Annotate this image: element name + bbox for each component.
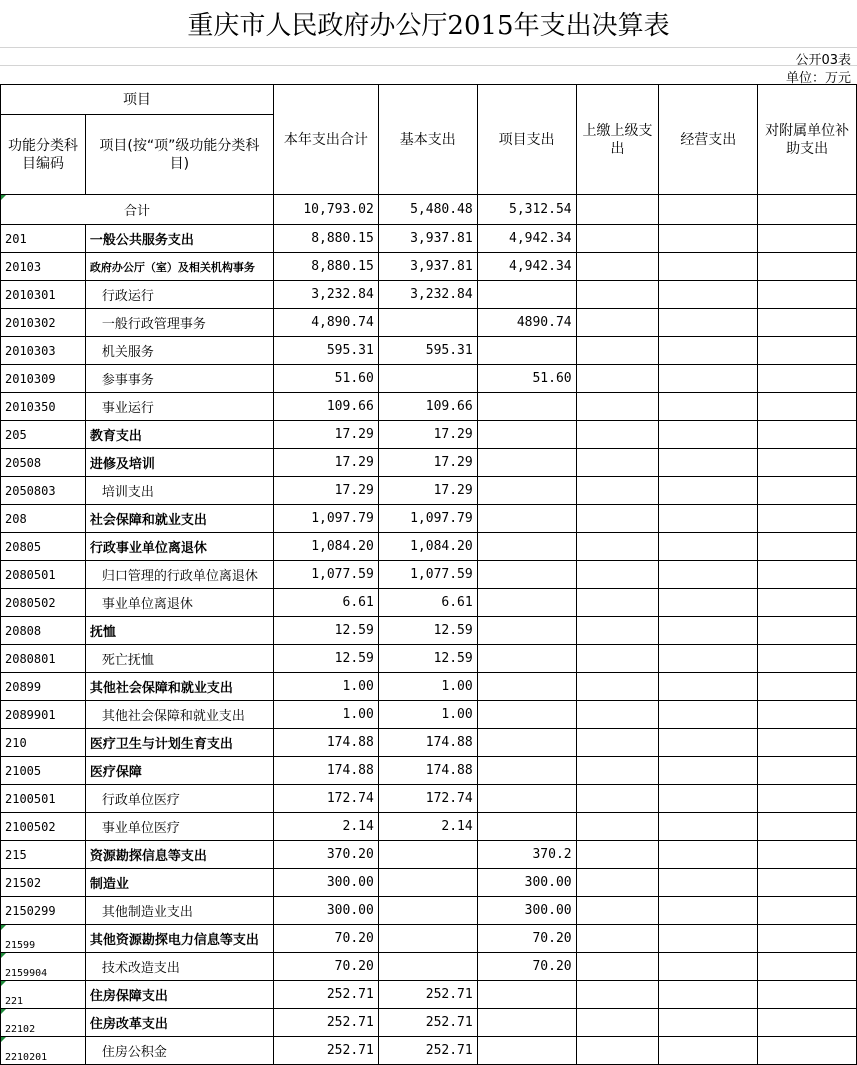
row-business bbox=[659, 785, 758, 813]
table-row bbox=[1, 309, 857, 337]
row-total: 8,880.15 bbox=[273, 253, 378, 281]
row-subsidy bbox=[758, 449, 857, 477]
row-name: 教育支出 bbox=[85, 421, 273, 449]
row-business bbox=[659, 561, 758, 589]
row-total: 252.71 bbox=[273, 981, 378, 1009]
row-business bbox=[659, 477, 758, 505]
row-upper bbox=[576, 701, 659, 729]
row-business bbox=[659, 729, 758, 757]
row-code: 2010350 bbox=[1, 393, 86, 421]
total-upper bbox=[576, 195, 659, 225]
row-basic: 252.71 bbox=[378, 1009, 477, 1037]
row-basic bbox=[378, 925, 477, 953]
row-total: 6.61 bbox=[273, 589, 378, 617]
row-business bbox=[659, 953, 758, 981]
row-business bbox=[659, 589, 758, 617]
row-total: 12.59 bbox=[273, 645, 378, 673]
total-business bbox=[659, 195, 758, 225]
row-subsidy bbox=[758, 841, 857, 869]
row-basic bbox=[378, 869, 477, 897]
row-business bbox=[659, 813, 758, 841]
row-name: 政府办公厅（室）及相关机构事务 bbox=[85, 253, 273, 281]
row-name: 医疗保障 bbox=[85, 757, 273, 785]
row-business bbox=[659, 757, 758, 785]
row-basic: 174.88 bbox=[378, 757, 477, 785]
row-upper bbox=[576, 813, 659, 841]
row-project bbox=[477, 1037, 576, 1065]
row-project bbox=[477, 701, 576, 729]
row-total: 70.20 bbox=[273, 925, 378, 953]
table-row bbox=[1, 281, 857, 309]
row-upper bbox=[576, 253, 659, 281]
table-row bbox=[1, 561, 857, 589]
row-total: 51.60 bbox=[273, 365, 378, 393]
row-subsidy bbox=[758, 561, 857, 589]
row-upper bbox=[576, 1037, 659, 1065]
header-project: 项目支出 bbox=[477, 85, 576, 195]
header-group: 项目 bbox=[1, 85, 274, 115]
row-total: 109.66 bbox=[273, 393, 378, 421]
unit-label: 单位：万元 bbox=[785, 71, 851, 86]
expenditure-table bbox=[0, 84, 857, 1065]
row-basic: 252.71 bbox=[378, 981, 477, 1009]
row-code: 221 bbox=[1, 981, 86, 1009]
row-upper bbox=[576, 225, 659, 253]
row-name: 机关服务 bbox=[85, 337, 273, 365]
row-subsidy bbox=[758, 337, 857, 365]
row-total: 252.71 bbox=[273, 1009, 378, 1037]
row-total: 1,077.59 bbox=[273, 561, 378, 589]
row-upper bbox=[576, 337, 659, 365]
row-business bbox=[659, 337, 758, 365]
form-number: 公开03表 bbox=[795, 53, 851, 68]
row-code: 20899 bbox=[1, 673, 86, 701]
row-total: 300.00 bbox=[273, 869, 378, 897]
row-basic: 12.59 bbox=[378, 617, 477, 645]
row-business bbox=[659, 225, 758, 253]
header-business: 经营支出 bbox=[659, 85, 758, 195]
table-row bbox=[1, 841, 857, 869]
row-subsidy bbox=[758, 981, 857, 1009]
header-basic: 基本支出 bbox=[378, 85, 477, 195]
row-subsidy bbox=[758, 253, 857, 281]
row-basic: 252.71 bbox=[378, 1037, 477, 1065]
row-subsidy bbox=[758, 701, 857, 729]
row-project bbox=[477, 561, 576, 589]
row-basic: 1.00 bbox=[378, 701, 477, 729]
row-subsidy bbox=[758, 729, 857, 757]
row-name: 住房保障支出 bbox=[85, 981, 273, 1009]
table-row bbox=[1, 449, 857, 477]
total-project: 5,312.54 bbox=[477, 195, 576, 225]
row-code: 201 bbox=[1, 225, 86, 253]
table-row bbox=[1, 365, 857, 393]
row-business bbox=[659, 1037, 758, 1065]
row-name: 事业单位医疗 bbox=[85, 813, 273, 841]
row-business bbox=[659, 505, 758, 533]
row-project: 300.00 bbox=[477, 869, 576, 897]
table-row bbox=[1, 225, 857, 253]
page-title: 重庆市人民政府办公厅2015年支出决算表 bbox=[187, 11, 670, 41]
table-row bbox=[1, 813, 857, 841]
row-upper bbox=[576, 925, 659, 953]
row-total: 70.20 bbox=[273, 953, 378, 981]
table-row bbox=[1, 533, 857, 561]
row-business bbox=[659, 701, 758, 729]
row-total: 12.59 bbox=[273, 617, 378, 645]
row-name: 归口管理的行政单位离退休 bbox=[85, 561, 273, 589]
row-code: 2210201 bbox=[1, 1037, 86, 1065]
row-project bbox=[477, 785, 576, 813]
table-row bbox=[1, 869, 857, 897]
row-name: 死亡抚恤 bbox=[85, 645, 273, 673]
row-subsidy bbox=[758, 225, 857, 253]
table-row bbox=[1, 421, 857, 449]
row-code: 20808 bbox=[1, 617, 86, 645]
row-name: 培训支出 bbox=[85, 477, 273, 505]
row-subsidy bbox=[758, 309, 857, 337]
row-code: 21005 bbox=[1, 757, 86, 785]
row-business bbox=[659, 869, 758, 897]
row-upper bbox=[576, 281, 659, 309]
row-total: 252.71 bbox=[273, 1037, 378, 1065]
row-business bbox=[659, 925, 758, 953]
row-project: 70.20 bbox=[477, 925, 576, 953]
row-subsidy bbox=[758, 869, 857, 897]
row-basic: 172.74 bbox=[378, 785, 477, 813]
row-name: 医疗卫生与计划生育支出 bbox=[85, 729, 273, 757]
row-subsidy bbox=[758, 393, 857, 421]
row-upper bbox=[576, 729, 659, 757]
row-upper bbox=[576, 561, 659, 589]
row-project bbox=[477, 673, 576, 701]
total-basic: 5,480.48 bbox=[378, 195, 477, 225]
row-basic: 1.00 bbox=[378, 673, 477, 701]
row-business bbox=[659, 673, 758, 701]
row-total: 1.00 bbox=[273, 673, 378, 701]
row-subsidy bbox=[758, 785, 857, 813]
row-business bbox=[659, 617, 758, 645]
row-code: 2100501 bbox=[1, 785, 86, 813]
row-basic: 109.66 bbox=[378, 393, 477, 421]
row-upper bbox=[576, 449, 659, 477]
row-upper bbox=[576, 897, 659, 925]
row-upper bbox=[576, 869, 659, 897]
table-row bbox=[1, 785, 857, 813]
row-business bbox=[659, 365, 758, 393]
row-project bbox=[477, 1009, 576, 1037]
table-row bbox=[1, 1009, 857, 1037]
row-project bbox=[477, 617, 576, 645]
total-sum: 10,793.02 bbox=[273, 195, 378, 225]
row-upper bbox=[576, 953, 659, 981]
row-upper bbox=[576, 477, 659, 505]
row-code: 215 bbox=[1, 841, 86, 869]
row-project: 51.60 bbox=[477, 365, 576, 393]
row-upper bbox=[576, 645, 659, 673]
row-project bbox=[477, 477, 576, 505]
row-subsidy bbox=[758, 1037, 857, 1065]
header-subsidy: 对附属单位补助支出 bbox=[758, 85, 857, 195]
row-code: 2050803 bbox=[1, 477, 86, 505]
row-project bbox=[477, 589, 576, 617]
table-row bbox=[1, 757, 857, 785]
row-code: 22102 bbox=[1, 1009, 86, 1037]
row-basic: 1,097.79 bbox=[378, 505, 477, 533]
row-code: 2080502 bbox=[1, 589, 86, 617]
row-upper bbox=[576, 505, 659, 533]
row-code: 2010302 bbox=[1, 309, 86, 337]
row-subsidy bbox=[758, 617, 857, 645]
row-name: 事业单位离退休 bbox=[85, 589, 273, 617]
row-code: 20508 bbox=[1, 449, 86, 477]
row-total: 3,232.84 bbox=[273, 281, 378, 309]
row-basic: 2.14 bbox=[378, 813, 477, 841]
row-code: 20103 bbox=[1, 253, 86, 281]
row-business bbox=[659, 981, 758, 1009]
row-name: 一般公共服务支出 bbox=[85, 225, 273, 253]
row-basic: 17.29 bbox=[378, 421, 477, 449]
row-total: 17.29 bbox=[273, 449, 378, 477]
row-name: 其他社会保障和就业支出 bbox=[85, 701, 273, 729]
row-project: 300.00 bbox=[477, 897, 576, 925]
row-code: 20805 bbox=[1, 533, 86, 561]
row-upper bbox=[576, 421, 659, 449]
table-row bbox=[1, 1037, 857, 1065]
row-name: 抚恤 bbox=[85, 617, 273, 645]
row-business bbox=[659, 421, 758, 449]
row-subsidy bbox=[758, 477, 857, 505]
row-business bbox=[659, 449, 758, 477]
row-upper bbox=[576, 785, 659, 813]
row-total: 1,084.20 bbox=[273, 533, 378, 561]
row-upper bbox=[576, 981, 659, 1009]
row-code: 210 bbox=[1, 729, 86, 757]
row-project: 4,942.34 bbox=[477, 225, 576, 253]
row-business bbox=[659, 309, 758, 337]
row-code: 2010303 bbox=[1, 337, 86, 365]
total-label: 合计 bbox=[1, 195, 274, 225]
row-code: 205 bbox=[1, 421, 86, 449]
grid-line bbox=[0, 47, 857, 48]
header-upper: 上缴上级支出 bbox=[576, 85, 659, 195]
row-business bbox=[659, 645, 758, 673]
row-project bbox=[477, 757, 576, 785]
row-total: 8,880.15 bbox=[273, 225, 378, 253]
row-upper bbox=[576, 841, 659, 869]
row-basic: 174.88 bbox=[378, 729, 477, 757]
header-name: 项目(按“项”级功能分类科目) bbox=[85, 115, 273, 195]
grid-line bbox=[0, 65, 857, 66]
table-row bbox=[1, 617, 857, 645]
row-business bbox=[659, 1009, 758, 1037]
row-business bbox=[659, 281, 758, 309]
row-business bbox=[659, 897, 758, 925]
row-total: 595.31 bbox=[273, 337, 378, 365]
row-total: 17.29 bbox=[273, 477, 378, 505]
table-row bbox=[1, 477, 857, 505]
row-basic bbox=[378, 365, 477, 393]
row-code: 2159904 bbox=[1, 953, 86, 981]
row-subsidy bbox=[758, 813, 857, 841]
row-project bbox=[477, 421, 576, 449]
row-basic bbox=[378, 309, 477, 337]
row-basic: 1,084.20 bbox=[378, 533, 477, 561]
table-row bbox=[1, 505, 857, 533]
table-row bbox=[1, 925, 857, 953]
row-code: 208 bbox=[1, 505, 86, 533]
row-project bbox=[477, 505, 576, 533]
row-total: 17.29 bbox=[273, 421, 378, 449]
row-upper bbox=[576, 393, 659, 421]
row-upper bbox=[576, 365, 659, 393]
row-name: 社会保障和就业支出 bbox=[85, 505, 273, 533]
table-row bbox=[1, 953, 857, 981]
row-total: 1,097.79 bbox=[273, 505, 378, 533]
row-subsidy bbox=[758, 757, 857, 785]
row-name: 其他资源勘探电力信息等支出 bbox=[85, 925, 273, 953]
row-name: 制造业 bbox=[85, 869, 273, 897]
row-upper bbox=[576, 673, 659, 701]
row-code: 21502 bbox=[1, 869, 86, 897]
row-subsidy bbox=[758, 281, 857, 309]
row-basic bbox=[378, 953, 477, 981]
row-name: 行政单位医疗 bbox=[85, 785, 273, 813]
row-basic: 17.29 bbox=[378, 449, 477, 477]
table-row bbox=[1, 645, 857, 673]
row-code: 2080801 bbox=[1, 645, 86, 673]
row-basic: 17.29 bbox=[378, 477, 477, 505]
row-code: 2010309 bbox=[1, 365, 86, 393]
row-total: 370.20 bbox=[273, 841, 378, 869]
row-project bbox=[477, 813, 576, 841]
row-basic: 3,232.84 bbox=[378, 281, 477, 309]
row-name: 一般行政管理事务 bbox=[85, 309, 273, 337]
row-total: 172.74 bbox=[273, 785, 378, 813]
row-project: 370.2 bbox=[477, 841, 576, 869]
row-subsidy bbox=[758, 505, 857, 533]
row-name: 住房改革支出 bbox=[85, 1009, 273, 1037]
row-project bbox=[477, 981, 576, 1009]
row-project bbox=[477, 645, 576, 673]
row-basic: 3,937.81 bbox=[378, 225, 477, 253]
row-code: 2100502 bbox=[1, 813, 86, 841]
header-total: 本年支出合计 bbox=[273, 85, 378, 195]
row-name: 住房公积金 bbox=[85, 1037, 273, 1065]
row-name: 其他制造业支出 bbox=[85, 897, 273, 925]
row-name: 进修及培训 bbox=[85, 449, 273, 477]
row-basic bbox=[378, 897, 477, 925]
row-basic bbox=[378, 841, 477, 869]
row-subsidy bbox=[758, 645, 857, 673]
row-project bbox=[477, 449, 576, 477]
row-total: 1.00 bbox=[273, 701, 378, 729]
table-row bbox=[1, 673, 857, 701]
table-row bbox=[1, 253, 857, 281]
row-project bbox=[477, 281, 576, 309]
row-subsidy bbox=[758, 421, 857, 449]
row-upper bbox=[576, 1009, 659, 1037]
row-project: 4890.74 bbox=[477, 309, 576, 337]
row-code: 21599 bbox=[1, 925, 86, 953]
row-name: 资源勘探信息等支出 bbox=[85, 841, 273, 869]
row-total: 4,890.74 bbox=[273, 309, 378, 337]
row-upper bbox=[576, 309, 659, 337]
row-code: 2089901 bbox=[1, 701, 86, 729]
row-code: 2150299 bbox=[1, 897, 86, 925]
row-subsidy bbox=[758, 365, 857, 393]
total-subsidy bbox=[758, 195, 857, 225]
row-project bbox=[477, 533, 576, 561]
row-name: 行政运行 bbox=[85, 281, 273, 309]
table-row bbox=[1, 589, 857, 617]
row-basic: 6.61 bbox=[378, 589, 477, 617]
row-project bbox=[477, 729, 576, 757]
row-upper bbox=[576, 533, 659, 561]
row-total: 2.14 bbox=[273, 813, 378, 841]
row-name: 事业运行 bbox=[85, 393, 273, 421]
row-subsidy bbox=[758, 589, 857, 617]
row-business bbox=[659, 393, 758, 421]
row-total: 174.88 bbox=[273, 757, 378, 785]
row-subsidy bbox=[758, 1009, 857, 1037]
row-subsidy bbox=[758, 925, 857, 953]
row-subsidy bbox=[758, 673, 857, 701]
row-subsidy bbox=[758, 953, 857, 981]
row-business bbox=[659, 841, 758, 869]
row-subsidy bbox=[758, 897, 857, 925]
row-basic: 1,077.59 bbox=[378, 561, 477, 589]
row-project bbox=[477, 393, 576, 421]
table-row bbox=[1, 337, 857, 365]
row-project: 4,942.34 bbox=[477, 253, 576, 281]
table-row bbox=[1, 393, 857, 421]
row-upper bbox=[576, 757, 659, 785]
row-upper bbox=[576, 617, 659, 645]
row-code: 2080501 bbox=[1, 561, 86, 589]
table-row bbox=[1, 729, 857, 757]
row-name: 行政事业单位离退休 bbox=[85, 533, 273, 561]
row-name: 参事事务 bbox=[85, 365, 273, 393]
row-project: 70.20 bbox=[477, 953, 576, 981]
table-row bbox=[1, 981, 857, 1009]
row-project bbox=[477, 337, 576, 365]
row-total: 300.00 bbox=[273, 897, 378, 925]
row-basic: 3,937.81 bbox=[378, 253, 477, 281]
row-business bbox=[659, 533, 758, 561]
row-total: 174.88 bbox=[273, 729, 378, 757]
row-basic: 595.31 bbox=[378, 337, 477, 365]
row-name: 技术改造支出 bbox=[85, 953, 273, 981]
row-subsidy bbox=[758, 533, 857, 561]
row-name: 其他社会保障和就业支出 bbox=[85, 673, 273, 701]
header-code: 功能分类科目编码 bbox=[1, 115, 86, 195]
table-row bbox=[1, 897, 857, 925]
row-code: 2010301 bbox=[1, 281, 86, 309]
row-upper bbox=[576, 589, 659, 617]
table-row bbox=[1, 701, 857, 729]
row-basic: 12.59 bbox=[378, 645, 477, 673]
row-business bbox=[659, 253, 758, 281]
